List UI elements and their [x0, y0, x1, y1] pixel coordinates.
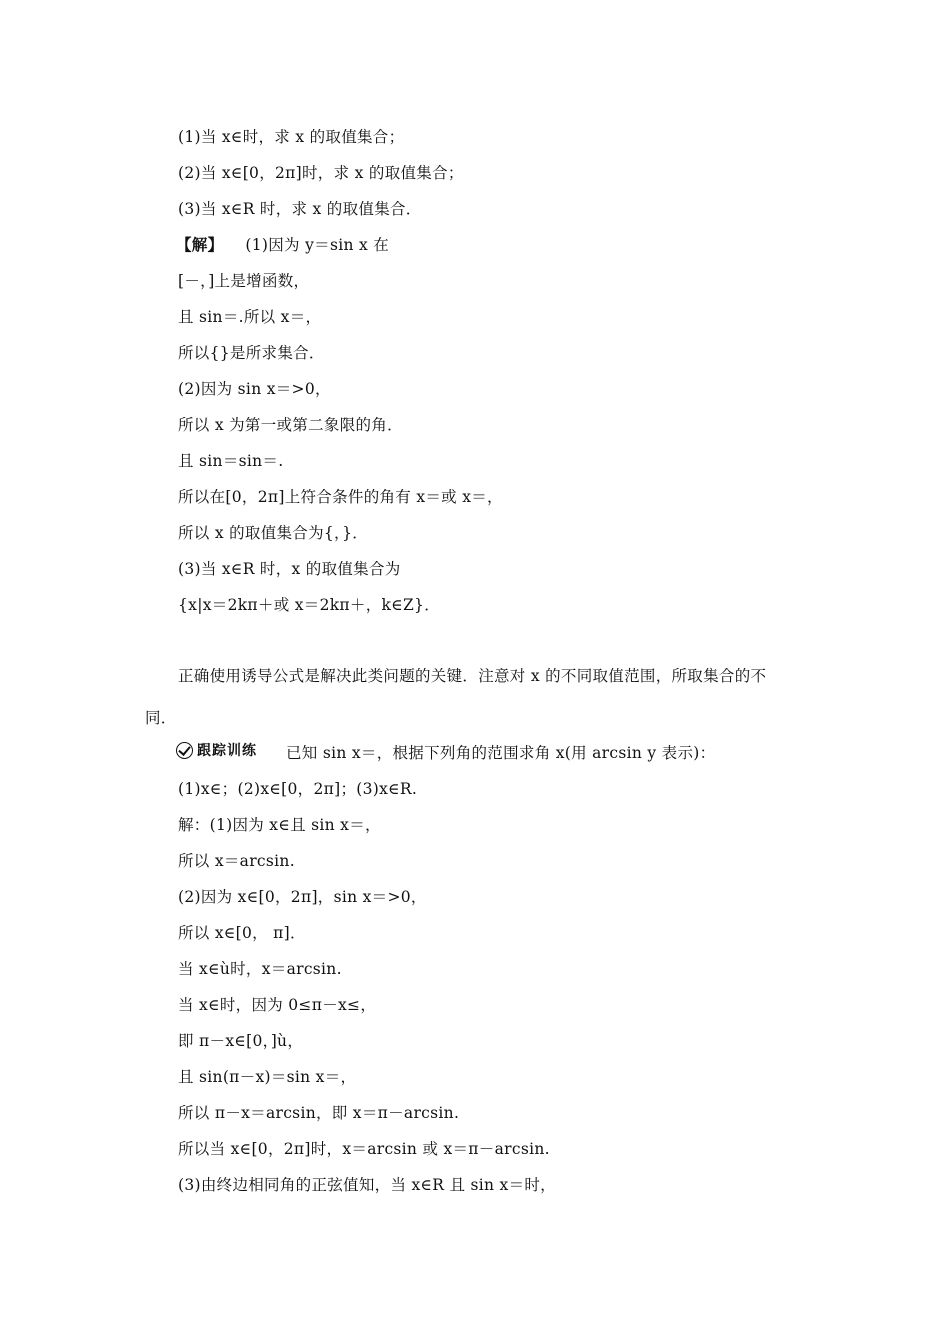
follow-up-badge	[176, 741, 257, 759]
text-line: 即 π－x∈[0，]ù，	[178, 1032, 304, 1050]
text-line: 且 sin＝sin＝.	[178, 452, 284, 470]
exercise-prompt: 已知 sin x＝，根据下列角的范围求角 x(用 arcsin y 表示)：	[286, 744, 716, 762]
text-line: 所以当 x∈[0，2π]时，x＝arcsin 或 x＝π－arcsin.	[178, 1140, 550, 1158]
text-line: 所以 x 为第一或第二象限的角．	[178, 416, 403, 434]
text-line: 所以在[0，2π]上符合条件的角有 x＝或 x＝，	[178, 488, 503, 506]
text-line: {x|x＝2kπ＋或 x＝2kπ＋，k∈Z}．	[178, 596, 441, 614]
text-line: (3)由终边相同角的正弦值知，当 x∈R 且 sin x＝时，	[178, 1176, 556, 1194]
note-line: 正确使用诱导公式是解决此类问题的关键．注意对 x 的不同取值范围，所取集合的不	[178, 667, 767, 685]
solution-line	[176, 235, 389, 255]
text-line: 且 sin＝.所以 x＝，	[178, 308, 322, 326]
text-line: 所以 x∈[0， π]．	[178, 924, 306, 942]
check-icon	[176, 742, 193, 759]
text-line: (2)因为 sin x＝>0，	[178, 380, 331, 398]
text-line: [－，]上是增函数，	[178, 272, 310, 290]
question-part-1: (1)当 x∈时，求 x 的取值集合；	[178, 128, 405, 146]
question-part-2: (2)当 x∈[0，2π]时，求 x 的取值集合；	[178, 164, 464, 182]
solution-text: (1)因为 y＝sin x 在	[245, 236, 390, 254]
text-line: 所以 x＝arcsin.	[178, 852, 295, 870]
text-line: 且 sin(π－x)＝sin x＝，	[178, 1068, 357, 1086]
badge-label: 跟踪训练	[197, 743, 257, 759]
text-line: (3)当 x∈R 时，x 的取值集合为	[178, 560, 401, 578]
solution-label: 【解】	[176, 235, 224, 254]
exercise-parts: (1)x∈；(2)x∈[0，2π]；(3)x∈R.	[178, 780, 418, 798]
text-line: 所以 π－x＝arcsin，即 x＝π－arcsin.	[178, 1104, 460, 1122]
text-line: 当 x∈时，因为 0≤π－x≤，	[178, 996, 377, 1014]
question-part-3: (3)当 x∈R 时，求 x 的取值集合．	[178, 200, 422, 218]
note-line-end: 同．	[145, 709, 177, 727]
text-line: 当 x∈ù时，x＝arcsin.	[178, 960, 342, 978]
text-line: 解：(1)因为 x∈且 sin x＝，	[178, 816, 381, 834]
text-line: 所以 x 的取值集合为{，}．	[178, 524, 369, 542]
text-line: (2)因为 x∈[0，2π]，sin x＝>0，	[178, 888, 427, 906]
text-line: 所以{}是所求集合．	[178, 344, 325, 362]
